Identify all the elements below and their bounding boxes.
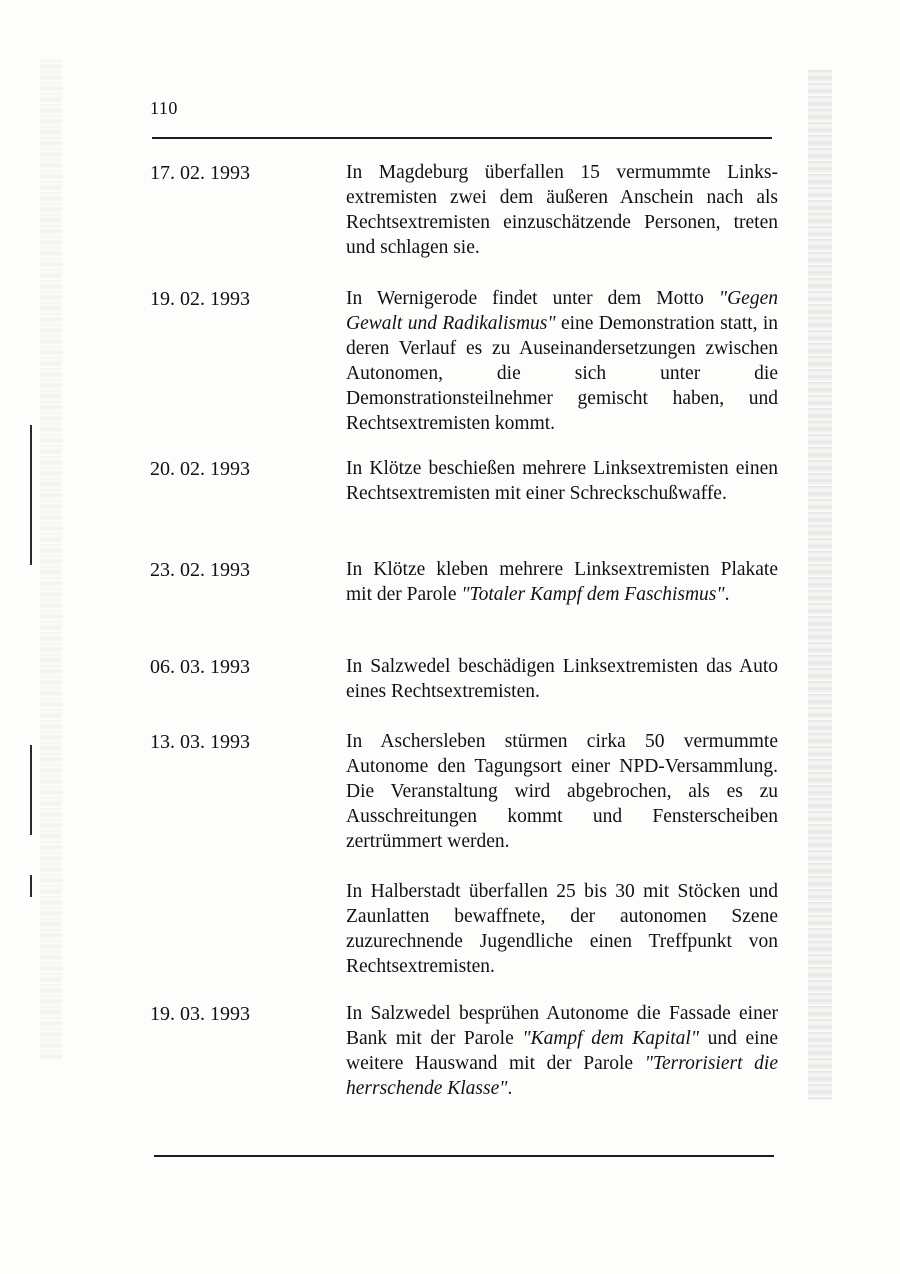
entry-date: 20. 02. 1993 — [150, 458, 250, 480]
entry-text: In Halberstadt überfallen 25 bis 30 mit Stöcken und Zaunlatten bewaffnete, der autonomen Szene zuzurechnende Jugendliche einen Treffpunkt von Rechtsextremisten. — [346, 881, 778, 977]
entry-date: 23. 02. 1993 — [150, 559, 250, 581]
entry-date: 19. 03. 1993 — [150, 1003, 250, 1025]
footer-rule — [154, 1155, 774, 1157]
entry-text: In Klötze kleben mehrere Linksextremisten Plakate mit der Parole "Totaler Kampf dem Faschismus". — [346, 559, 778, 605]
entry-date: 13. 03. 1993 — [150, 731, 250, 753]
scan-mark — [30, 425, 32, 565]
entry-text: In Klötze beschießen mehrere Linksextremisten einen Rechtsextremisten mit einer Schreckschußwaffe. — [346, 458, 778, 504]
entry-text: In Salzwedel beschädigen Linksextremisten das Auto eines Rechtsextremisten. — [346, 656, 778, 702]
scan-edge-right — [808, 70, 832, 1100]
header-rule — [152, 137, 772, 139]
entry-date: 06. 03. 1993 — [150, 656, 250, 678]
scan-edge-left — [40, 60, 62, 1060]
scan-mark — [30, 745, 32, 835]
entry-date: 19. 02. 1993 — [150, 288, 250, 310]
entry-text: In Wernigerode findet unter dem Motto "Gegen Gewalt und Radikalismus" eine Demonstration statt, in deren Verlauf es zu Auseinandersetzungen zwischen Autonomen, die sich unter die Demonstrationsteilnehmer gemischt haben, und Rechtsextremisten kommt. — [346, 288, 778, 434]
entry-date: 17. 02. 1993 — [150, 162, 250, 184]
entry-text: In Aschersleben stürmen cirka 50 vermummte Autonome den Tagungsort einer NPD-Versammlung. Die Veranstaltung wird abgebrochen, als es zu Ausschreitungen kommt und Fensterscheiben zertrümmert werden. — [346, 731, 778, 852]
page-number: 110 — [150, 98, 178, 118]
entry-text: In Salzwedel besprühen Autonome die Fassade einer Bank mit der Parole "Kampf dem Kapital" und eine weitere Hauswand mit der Parole "Terrorisiert die herrschende Klasse". — [346, 1003, 778, 1099]
scan-mark — [30, 875, 32, 897]
entry-text: In Magdeburg überfallen 15 vermummte Links-extremisten zwei dem äußeren Anschein nach als Rechtsextremisten einzuschätzende Personen, treten und schlagen sie. — [346, 162, 778, 258]
